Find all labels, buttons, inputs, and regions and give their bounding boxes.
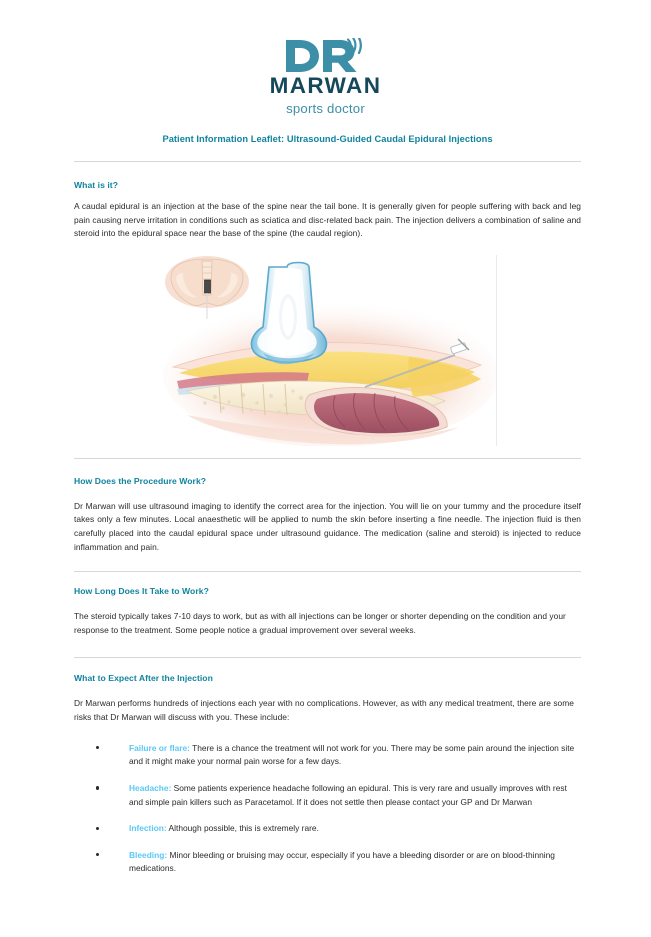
risk-label: Infection: — [129, 823, 167, 834]
bullet-icon — [96, 746, 99, 749]
logo-tagline: sports doctor — [286, 100, 365, 116]
list-item — [96, 822, 581, 836]
divider-before-expect — [74, 657, 581, 658]
list-item — [96, 782, 581, 809]
bullet-icon — [96, 786, 99, 789]
risk-text: Some patients experience headache following an epidural. This is very rare and usually improves with rest and simple pain killers such as Paracetamol. If it does not settle then please contact your GP and Dr Marwan — [129, 782, 567, 807]
bullet-icon — [96, 827, 99, 830]
divider-before-how-long — [74, 571, 581, 572]
risks-list — [74, 742, 581, 876]
section-body-what-is-it: A caudal epidural is an injection at the base of the spine near the tail bone. It is generally given for people suffering with back and leg pain causing nerve irritation in conditions such as sciatica and disc-related back pain. The injection delivers a combination of saline and steroid into the epidural space near the base of the spine (the caudal region). — [74, 201, 581, 239]
caudal-epidural-anatomy-illustration — [159, 255, 497, 446]
divider-after-title — [74, 161, 581, 162]
section-heading-what-is-it: What is it? — [74, 180, 118, 190]
risk-label: Failure or flare: — [129, 742, 190, 753]
list-item — [96, 742, 581, 769]
bullet-icon — [96, 853, 99, 856]
section-body-procedure: Dr Marwan will use ultrasound imaging to identify the correct area for the injection. You will lie on your tummy and the procedure itself takes only a few minutes. Local anaesthetic will be applied to numb the skin before inserting a fine needle. The injection fluid is then carefully placed into the caudal epidural space under ultrasound guidance. The medication (saline and steroid) is injected to reduce inflammation and pain. — [74, 500, 581, 552]
pelvis-inset — [165, 256, 249, 319]
section-body-what-to-expect: Dr Marwan performs hundreds of injections each year with no complications. However, as with any medical treatment, there are some risks that Dr Marwan will discuss with you. These include: — [74, 698, 574, 723]
section-heading-how-long: How Long Does It Take to Work? — [74, 586, 209, 597]
divider-before-procedure — [74, 458, 581, 459]
risk-label: Headache: — [129, 782, 172, 793]
section-body-how-long: The steroid typically takes 7-10 days to work, but as with all injections can be longer or shorter depending on the condition and your response to the treatment. Some people notice a gradual improvement over several weeks. — [74, 611, 566, 635]
document-content — [74, 0, 581, 889]
risk-text: Minor bleeding or bruising may occur, especially if you have a bleeding disorder or are on blood-thinning medications. — [129, 849, 555, 874]
risk-text: There is a chance the treatment will not work for you. There may be some pain around the injection site and it might make your normal pain worse for a few days. — [129, 742, 575, 767]
logo-name: MARWAN — [269, 73, 382, 98]
risk-label: Bleeding: — [129, 849, 168, 860]
risk-text: Although possible, this is extremely rare. — [166, 823, 319, 834]
list-item — [96, 849, 581, 876]
page-title: Patient Information Leaflet: Ultrasound-Guided Caudal Epidural Injections — [162, 134, 493, 144]
tissue-layers — [173, 342, 481, 444]
section-heading-what-to-expect: What to Expect After the Injection — [74, 673, 213, 684]
section-heading-procedure: How Does the Procedure Work? — [74, 475, 207, 486]
